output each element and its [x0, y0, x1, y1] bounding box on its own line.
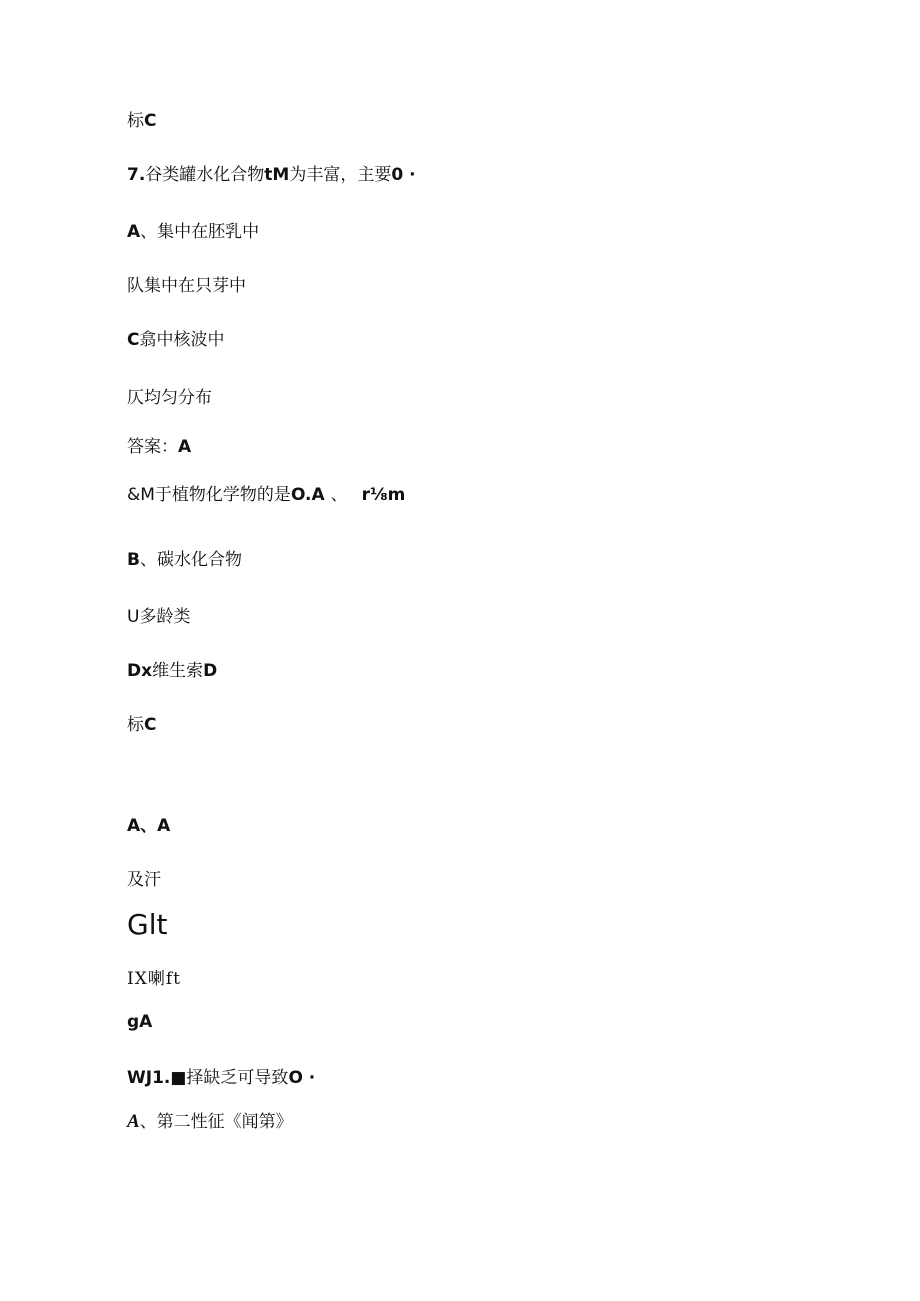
- question-text-part-2: O ·: [288, 1068, 316, 1088]
- question-7: [127, 164, 416, 186]
- option-d-2: [127, 660, 217, 682]
- option-b: [127, 275, 246, 297]
- option-text: 翕中核波中: [139, 330, 225, 350]
- option-letter: A: [127, 1111, 140, 1132]
- option-a-4: [127, 1111, 293, 1133]
- option-a: [127, 221, 259, 243]
- question-text-part-1: &M于植物化学物的是: [127, 485, 291, 505]
- option-text: 队集中在只芽中: [127, 276, 246, 296]
- option-text: 、碳水化合物: [139, 550, 242, 570]
- answer-value: C: [144, 111, 157, 131]
- option-letter: A: [127, 222, 141, 242]
- question-text-part-2: tM: [264, 165, 290, 185]
- option-c: [127, 329, 224, 351]
- option-d: [127, 387, 212, 409]
- question-text-part-3: 为丰富，主要: [289, 165, 392, 185]
- question-text-part-4: 0 ·: [391, 165, 416, 185]
- question-9: [127, 1067, 315, 1089]
- option-b-2: [127, 549, 242, 571]
- option-text: 、第二性征《闻第》: [139, 1112, 293, 1132]
- option-text: 维生索: [152, 661, 204, 681]
- answer-label: 标: [127, 111, 144, 131]
- option-text: Glt: [127, 908, 168, 941]
- option-c-2: [127, 606, 190, 628]
- option-text: 及汗: [127, 870, 161, 890]
- option-letter: C: [127, 330, 140, 350]
- option-d-3: [127, 968, 181, 990]
- question-text-part-1: 择缺乏可导致: [186, 1068, 289, 1088]
- option-letter: B: [127, 550, 140, 570]
- answer-line-4: [127, 1011, 152, 1033]
- answer-value: C: [144, 715, 157, 735]
- question-text-part-3: 、: [330, 485, 348, 505]
- option-text: A、A: [127, 816, 171, 836]
- option-letter: Dx: [127, 661, 153, 681]
- question-number: 7.: [127, 165, 146, 185]
- question-text-part-2: O.A: [290, 485, 325, 505]
- option-text: 、集中在胚乳中: [140, 222, 260, 242]
- answer-line-2: [127, 436, 191, 458]
- answer-value: gA: [127, 1012, 153, 1032]
- answer-label: 答案：: [127, 437, 178, 457]
- option-text-suffix: D: [203, 661, 218, 681]
- answer-label: 标: [127, 715, 144, 735]
- option-text: U多龄类: [127, 607, 191, 627]
- answer-value: A: [178, 437, 192, 457]
- question-number: WJ1.■: [127, 1068, 187, 1088]
- question-text-part-4: r⅛m: [361, 485, 406, 505]
- option-text: 仄均匀分布: [127, 388, 212, 408]
- option-c-3: [127, 908, 167, 942]
- question-8: [127, 484, 405, 506]
- question-text-part-1: 谷类罐水化合物: [145, 165, 265, 185]
- option-b-3: [127, 869, 161, 891]
- option-a-3: [127, 815, 170, 837]
- answer-line-1: [127, 110, 156, 132]
- answer-line-3: [127, 714, 156, 736]
- option-text: IX喇ft: [127, 969, 181, 989]
